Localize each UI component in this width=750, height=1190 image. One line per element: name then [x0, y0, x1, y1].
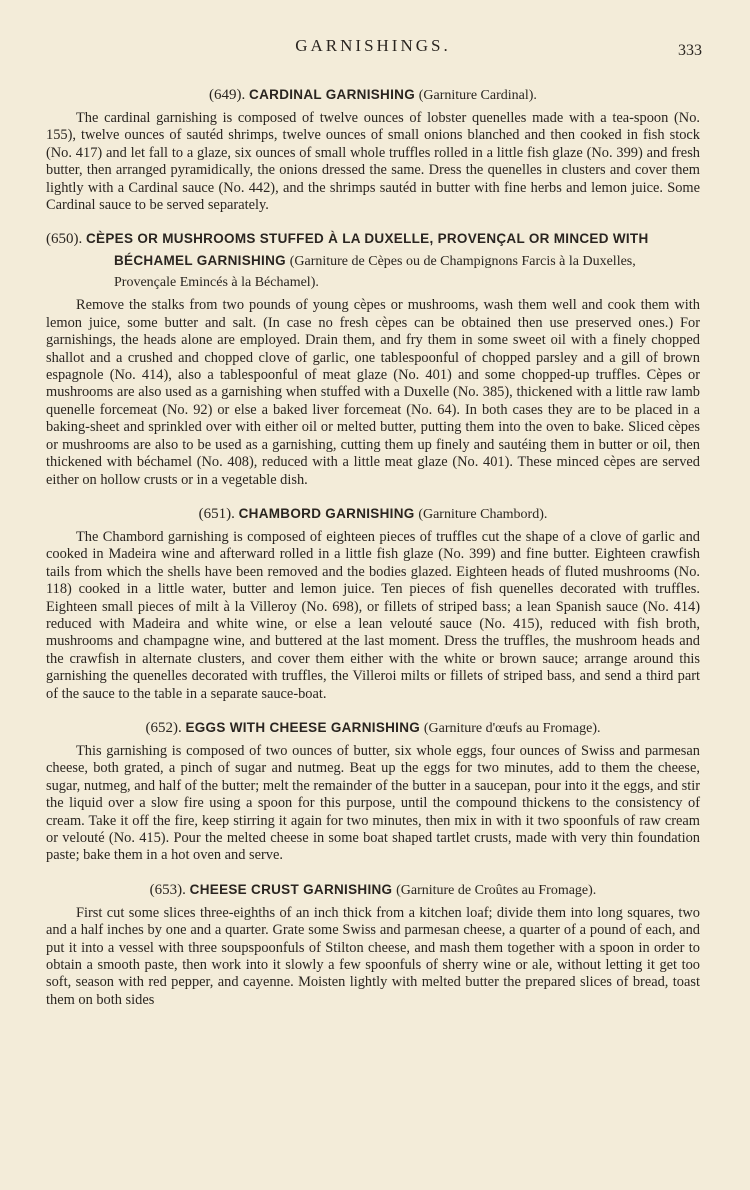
recipe-number: (649). [209, 87, 246, 103]
recipe-body: The cardinal garnishing is composed of twelve ounces of lobster quenelles made with a tea-spoon (No. 155), twelve ounces of sautéd shrimps, twelve ounces of small onions blanched and then cooked in fish stock (No. 417) and let fall to a glaze, six ounces of small whole truffles rolled in a little fish glaze (No. 399) and fresh butter, then arranged pyramidically, the onions dressed the same. Dress the quenelles in clusters and cover them lightly with a Cardinal sauce (No. 442), and the shrimps sautéd in butter with fine herbs and lemon juice. Some Cardinal sauce to be served separately. [46, 110, 700, 214]
recipe-651 [46, 503, 700, 703]
recipe-heading [46, 717, 700, 739]
recipe-body: Remove the stalks from two pounds of young cèpes or mushrooms, wash them well and cook them with lemon juice, some butter and salt. (In case no fresh cèpes can be obtained then use preserved ones.) For garnishings, the heads alone are employed. Drain them, and fry them in some sweet oil with a finely chopped shallot and a crushed and chopped clove of garlic, one tablespoonful of chopped parsley and a gill of brown espagnole (No. 414), also a tablespoonful of meat glaze (No. 401) and some chopped-up truffles. Cèpes or mushrooms are also used as a garnishing when stuffed with a Duxelle (No. 385), thickened with a little raw lamb quenelle forcemeat (No. 92) or else a baked liver forcemeat (No. 64). In both cases they are to be placed in a baking-sheet and sprinkled over with either oil or melted butter, putting them into the oven to bake. Sliced cèpes or mushrooms are also to be used as a garnishing, cutting them up finely and sautéing them in butter or oil, then thickened with béchamel (No. 408), reduced with a little meat glaze (No. 401). These minced cèpes are served either on hollow crusts or in a vegetable dish. [46, 297, 700, 488]
recipe-french-title: (Garniture de Cèpes ou de Champignons Farcis à la Duxelles, Provençale Emincés à la Béchamel). [114, 254, 636, 291]
page-number: 333 [678, 42, 702, 59]
recipe-body: This garnishing is composed of two ounces of butter, six whole eggs, four ounces of Swiss and parmesan cheese, both grated, a pinch of sugar and nutmeg. Beat up the eggs for two minutes, add to them the cheese, sugar, nutmeg, and half of the butter; melt the remainder of the butter in a saucepan, pour into it the eggs, and stir the liquid over a slow fire using a spoon for this purpose, until the compound thickens to the consistency of cream. Take it off the fire, keep stirring it again for two minutes, then mix in with it two spoonfuls of raw cream or velouté (No. 415). Pour the melted cheese in some boat shaped tartlet crusts, made with very thin foundation paste; bake them in a hot oven and serve. [46, 742, 700, 864]
recipe-number: (650). [46, 231, 83, 248]
running-head [46, 0, 700, 72]
recipe-title: CHAMBORD GARNISHING [238, 505, 415, 521]
recipe-heading [46, 879, 700, 901]
running-title: GARNISHINGS. [295, 36, 451, 55]
recipe-french-title: (Garniture Chambord). [418, 506, 548, 522]
recipe-heading [46, 228, 700, 293]
recipe-heading [46, 84, 700, 106]
recipe-number: (653). [149, 881, 186, 898]
recipe-title: CARDINAL GARNISHING [249, 87, 415, 102]
recipe-649 [46, 84, 700, 214]
recipe-652 [46, 717, 700, 865]
recipe-body: The Chambord garnishing is composed of eighteen pieces of truffles cut the shape of a clove of garlic and cooked in Madeira wine and afterward rolled in a little fish glaze (No. 399) and fine butter. Eighteen crawfish tails from which the shells have been removed and the bodies glazed. Eighteen heads of fluted mushrooms (No. 118) cooked in a little water, butter and lemon juice. Ten pieces of fish quenelles decorated with truffles. Eighteen small pieces of milt à la Villeroy (No. 698), or fillets of striped bass; a lean Spanish sauce (No. 414) reduced with Madeira and white wine, or else a lean velouté sauce (No. 415), reduced with fish broth, mushrooms and champagne wine, and buttered at the last moment. Dress the truffles, the mushroom heads and the crawfish in alternate clusters, and cover them either with the white or brown sauce; arrange around this garnishing the quenelles decorated with truffles, the Villeroi milts or fillets of striped bass, and send a third part of the sauce to the table in a separate sauce-boat. [46, 528, 700, 702]
recipe-number: (651). [198, 505, 235, 522]
recipe-french-title: (Garniture d'œufs au Fromage). [423, 720, 601, 736]
recipe-french-title: (Garniture Cardinal). [418, 88, 537, 103]
recipe-french-title: (Garniture de Croûtes au Fromage). [396, 882, 597, 898]
recipe-653 [46, 879, 700, 1009]
recipe-title: EGGS WITH CHEESE GARNISHING [185, 719, 421, 735]
recipe-number: (652). [145, 719, 182, 736]
recipe-body: First cut some slices three-eighths of an inch thick from a kitchen loaf; divide them into long squares, two and a half inches by one and a quarter. Grate some Swiss and parmesan cheese, a quarter of a pound of each, and put it into a vessel with three soupspoonfuls of Stilton cheese, and mash them together with a spoon in order to obtain a smooth paste, then work into it slowly a few spoonfuls of sherry wine or ale, without letting it get too soft, season with red pepper, and cayenne. Moisten lightly with melted butter the prepared slices of bread, toast them on both sides [46, 904, 700, 1008]
recipe-title: CÈPES OR MUSHROOMS STUFFED À LA DUXELLE, PROVENÇAL OR MINCED WITH BÉCHAMEL GARNISHING [86, 231, 649, 269]
recipe-title: CHEESE CRUST GARNISHING [189, 881, 393, 897]
recipe-heading [46, 503, 700, 525]
recipe-650 [46, 228, 700, 488]
